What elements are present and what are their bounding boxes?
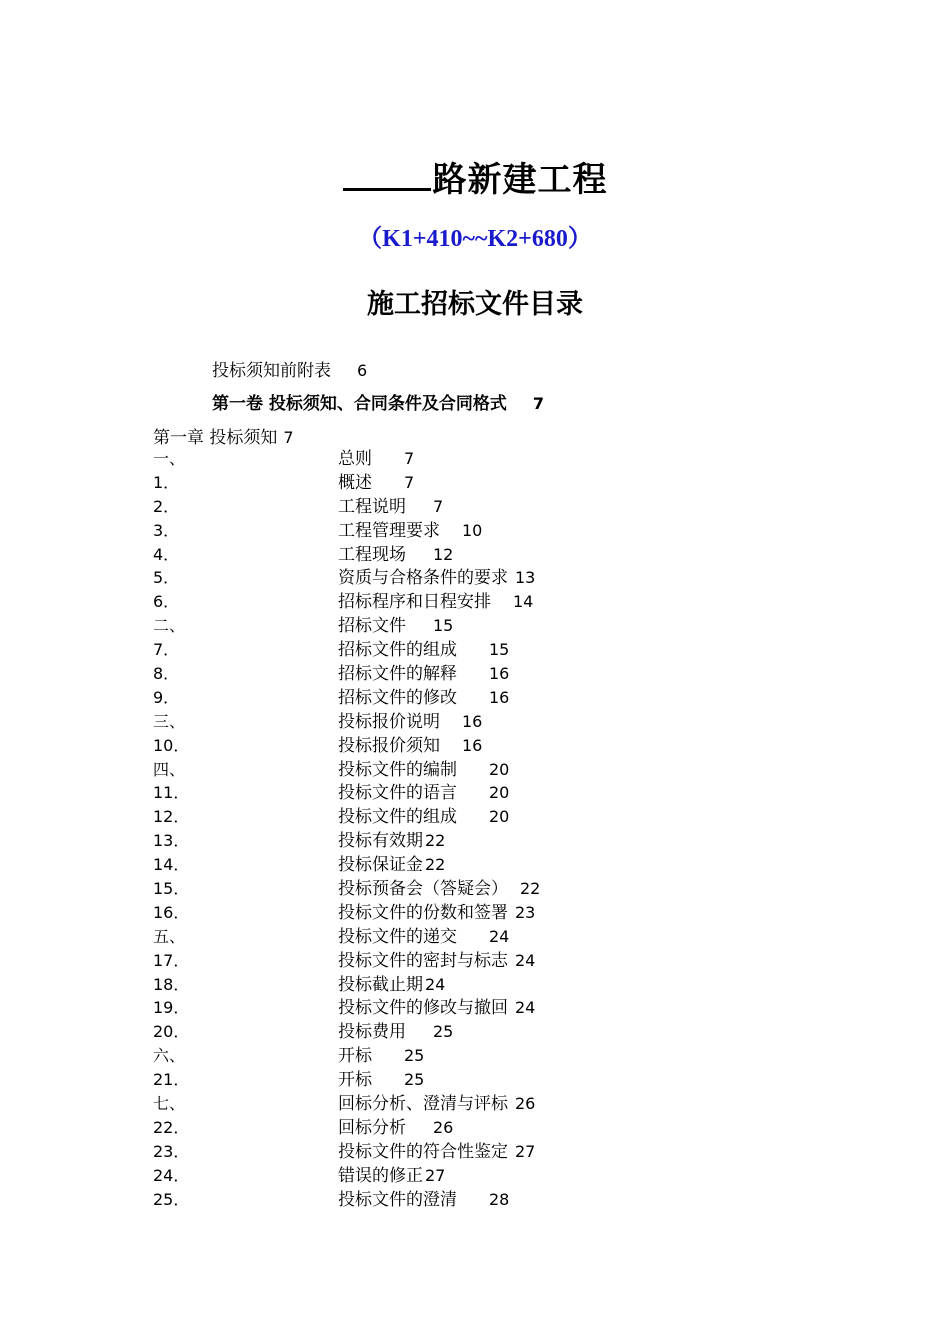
toc-row (153, 829, 713, 853)
toc-row-page: 25 (404, 1070, 425, 1090)
toc-row-title: 投标文件的修改与撤回 (338, 998, 508, 1019)
toc-row-page: 7 (433, 496, 444, 516)
toc-row-title-group (338, 710, 482, 735)
toc-row-page: 20 (489, 807, 510, 827)
toc-entry-pre-table (212, 356, 367, 381)
toc-row-number: 五、 (153, 926, 186, 946)
toc-row (153, 805, 713, 829)
toc-row-title: 投标文件的编制 (338, 759, 457, 780)
toc-row-title-group (338, 901, 535, 926)
toc-row-number: 9． (153, 687, 180, 707)
toc-row-title-group (338, 686, 509, 711)
toc-row-title-group (338, 853, 445, 878)
toc-row-title-group (338, 734, 482, 759)
toc-row-page: 16 (489, 664, 510, 684)
toc-row-page: 23 (515, 902, 536, 922)
toc-row-title: 开标 (338, 1046, 372, 1067)
toc-row-title-group (338, 925, 509, 950)
toc-row-title-group (338, 566, 535, 591)
toc-row-title-group (338, 471, 414, 496)
toc-row-page: 24 (489, 926, 510, 946)
toc-row-title-group (338, 1092, 535, 1117)
title-blank-underline (343, 158, 431, 191)
toc-row-number: 25． (153, 1189, 190, 1209)
toc-row (153, 996, 713, 1020)
toc-row-title: 招标文件 (338, 616, 406, 637)
toc-row-title: 回标分析、澄清与评标 (338, 1094, 508, 1115)
toc-row-title-group (338, 543, 453, 568)
toc-row-number: 一、 (153, 449, 186, 468)
toc-row-title: 投标报价说明 (338, 711, 440, 732)
toc-row (153, 543, 713, 567)
toc-row-number: 4． (153, 544, 180, 564)
toc-row-number: 20． (153, 1022, 190, 1042)
toc-row (153, 662, 713, 686)
toc-row-title-group (338, 519, 482, 544)
toc-row-number: 11． (153, 783, 190, 803)
toc-row-title-group (338, 638, 509, 663)
toc-row (153, 710, 713, 734)
toc-row-title: 工程说明 (338, 496, 406, 517)
toc-row-title: 投标文件的语言 (338, 783, 457, 804)
toc-row (153, 949, 713, 973)
toc-row (153, 495, 713, 519)
toc-row-title: 开标 (338, 1070, 372, 1091)
document-title-text: 路新建工程 (432, 160, 608, 200)
toc-row (153, 590, 713, 614)
toc-heading: 施工招标文件目录 (367, 289, 583, 320)
toc-row-number: 18． (153, 974, 190, 994)
toc-row (153, 686, 713, 710)
toc-row-number: 12． (153, 807, 190, 827)
toc-row-number: 19． (153, 998, 190, 1018)
toc-row (153, 1116, 713, 1140)
toc-row-title: 工程现场 (338, 544, 406, 565)
toc-row (153, 614, 713, 638)
toc-row-number: 六、 (153, 1046, 186, 1066)
toc-row-title-group (338, 805, 509, 830)
toc-row-title: 投标预备会（答疑会） (338, 879, 508, 900)
toc-row-title-group (338, 758, 509, 783)
toc-row-title-group (338, 1164, 445, 1189)
toc-row-title-group (338, 877, 540, 902)
toc-row (153, 758, 713, 782)
toc-row (153, 925, 713, 949)
toc-row (153, 1140, 713, 1164)
toc-row-page: 22 (425, 831, 446, 851)
toc-row-title: 招标程序和日程安排 (338, 592, 491, 613)
toc-row (153, 1020, 713, 1044)
toc-row (153, 973, 713, 997)
toc-row-title: 投标文件的份数和签署 (338, 902, 508, 923)
toc-row-title: 招标文件的组成 (338, 640, 457, 661)
toc-row-title-group (338, 1068, 424, 1093)
toc-row-page: 16 (462, 735, 483, 755)
toc-row-number: 10． (153, 735, 190, 755)
toc-row-title-group (338, 973, 445, 998)
toc-row-page: 24 (515, 950, 536, 970)
toc-entry-label: 第一卷 投标须知、合同条件及合同格式 (212, 394, 507, 414)
toc-row-page: 20 (489, 783, 510, 803)
toc-row (153, 734, 713, 758)
toc-row-title-group (338, 1140, 535, 1165)
toc-row-page: 16 (489, 687, 510, 707)
toc-row-title: 投标保证金 (338, 855, 423, 876)
toc-row-page: 22 (520, 879, 541, 899)
toc-row-number: 三、 (153, 711, 186, 731)
toc-row-number: 16． (153, 902, 190, 922)
toc-row-title: 招标文件的解释 (338, 664, 457, 685)
toc-row-title-group (338, 590, 533, 615)
toc-row-page: 24 (425, 974, 446, 994)
toc-row-page: 28 (489, 1189, 510, 1209)
toc-row-page: 27 (425, 1165, 446, 1185)
toc-row-title-group (338, 447, 414, 472)
toc-entry-volume (212, 389, 544, 414)
toc-row-page: 20 (489, 759, 510, 779)
toc-row-page: 7 (404, 449, 415, 468)
toc-row-title-group (338, 662, 509, 687)
toc-row-page: 25 (404, 1046, 425, 1066)
toc-row-number: 13． (153, 831, 190, 851)
toc-row (153, 901, 713, 925)
toc-row (153, 519, 713, 543)
toc-row-page: 25 (433, 1022, 454, 1042)
toc-row (153, 1044, 713, 1068)
toc-row (153, 566, 713, 590)
toc-row-page: 15 (433, 616, 454, 636)
toc-row-page: 26 (515, 1094, 536, 1114)
toc-row-number: 二、 (153, 616, 186, 636)
toc-row-number: 8． (153, 664, 180, 684)
toc-row-page: 24 (515, 998, 536, 1018)
document-title (0, 152, 950, 201)
toc-row-number: 四、 (153, 759, 186, 779)
toc-row (153, 853, 713, 877)
toc-row-number: 1． (153, 472, 180, 492)
toc-row-title: 投标有效期 (338, 831, 423, 852)
toc-row (153, 1092, 713, 1116)
toc-row-title: 投标文件的澄清 (338, 1189, 457, 1210)
toc-row-page: 15 (489, 640, 510, 660)
toc-row-page: 22 (425, 855, 446, 875)
toc-row-title: 投标报价须知 (338, 735, 440, 756)
toc-row-page: 10 (462, 520, 483, 540)
toc-row-title: 投标文件的密封与标志 (338, 950, 508, 971)
toc-row-title: 投标截止期 (338, 974, 423, 995)
toc-row (153, 781, 713, 805)
toc-entry-page: 6 (357, 361, 368, 380)
toc-row-title-group (338, 781, 509, 806)
toc-entry-label: 第一章 投标须知 (153, 428, 278, 448)
toc-row-number: 5． (153, 568, 180, 588)
toc-row-title: 投标文件的组成 (338, 807, 457, 828)
toc-row (153, 1068, 713, 1092)
toc-row-number: 2． (153, 496, 180, 516)
toc-row (153, 1164, 713, 1188)
toc-row (153, 877, 713, 901)
toc-entry-chapter (153, 423, 294, 448)
toc-entry-label: 投标须知前附表 (212, 361, 331, 381)
toc-row-number: 7． (153, 640, 180, 660)
toc-row-title-group (338, 495, 443, 520)
toc-row (153, 447, 713, 471)
toc-row-number: 22． (153, 1117, 190, 1137)
toc-row-page: 14 (513, 592, 534, 612)
toc-row-page: 27 (515, 1141, 536, 1161)
toc-row-title-group (338, 949, 535, 974)
toc-list (153, 447, 713, 1212)
toc-row-title: 回标分析 (338, 1117, 406, 1138)
toc-row-title-group (338, 829, 445, 854)
toc-row-number: 3． (153, 520, 180, 540)
toc-row-number: 15． (153, 879, 190, 899)
toc-row-title: 招标文件的修改 (338, 687, 457, 708)
section-range-subtitle: （K1+410~~K2+680） (358, 226, 592, 252)
toc-row-title: 资质与合格条件的要求 (338, 568, 508, 589)
toc-row-page: 13 (515, 568, 536, 588)
toc-row-page: 26 (433, 1117, 454, 1137)
toc-row (153, 1188, 713, 1212)
toc-row-number: 24． (153, 1165, 190, 1185)
toc-row-title-group (338, 1044, 424, 1069)
toc-row-number: 21． (153, 1070, 190, 1090)
toc-row-title-group (338, 1020, 453, 1045)
toc-row-title-group (338, 1188, 509, 1213)
toc-row-title: 概述 (338, 472, 372, 493)
toc-row-page: 16 (462, 711, 483, 731)
toc-row-title-group (338, 1116, 453, 1141)
toc-row-title-group (338, 996, 535, 1021)
toc-row-page: 12 (433, 544, 454, 564)
toc-row-number: 6． (153, 592, 180, 612)
toc-row (153, 638, 713, 662)
toc-row-title: 投标文件的递交 (338, 926, 457, 947)
toc-row-title: 投标费用 (338, 1022, 406, 1043)
toc-row-number: 23． (153, 1141, 190, 1161)
toc-entry-page: 7 (283, 428, 294, 447)
toc-entry-page: 7 (532, 394, 545, 413)
toc-row (153, 471, 713, 495)
toc-row-title: 总则 (338, 449, 372, 469)
toc-row-title: 投标文件的符合性鉴定 (338, 1141, 508, 1162)
toc-row-title: 工程管理要求 (338, 520, 440, 541)
toc-row-page: 7 (404, 472, 415, 492)
toc-row-title: 错误的修正 (338, 1165, 423, 1186)
toc-row-number: 七、 (153, 1094, 186, 1114)
toc-row-number: 17． (153, 950, 190, 970)
toc-row-title-group (338, 614, 453, 639)
toc-row-number: 14． (153, 855, 190, 875)
